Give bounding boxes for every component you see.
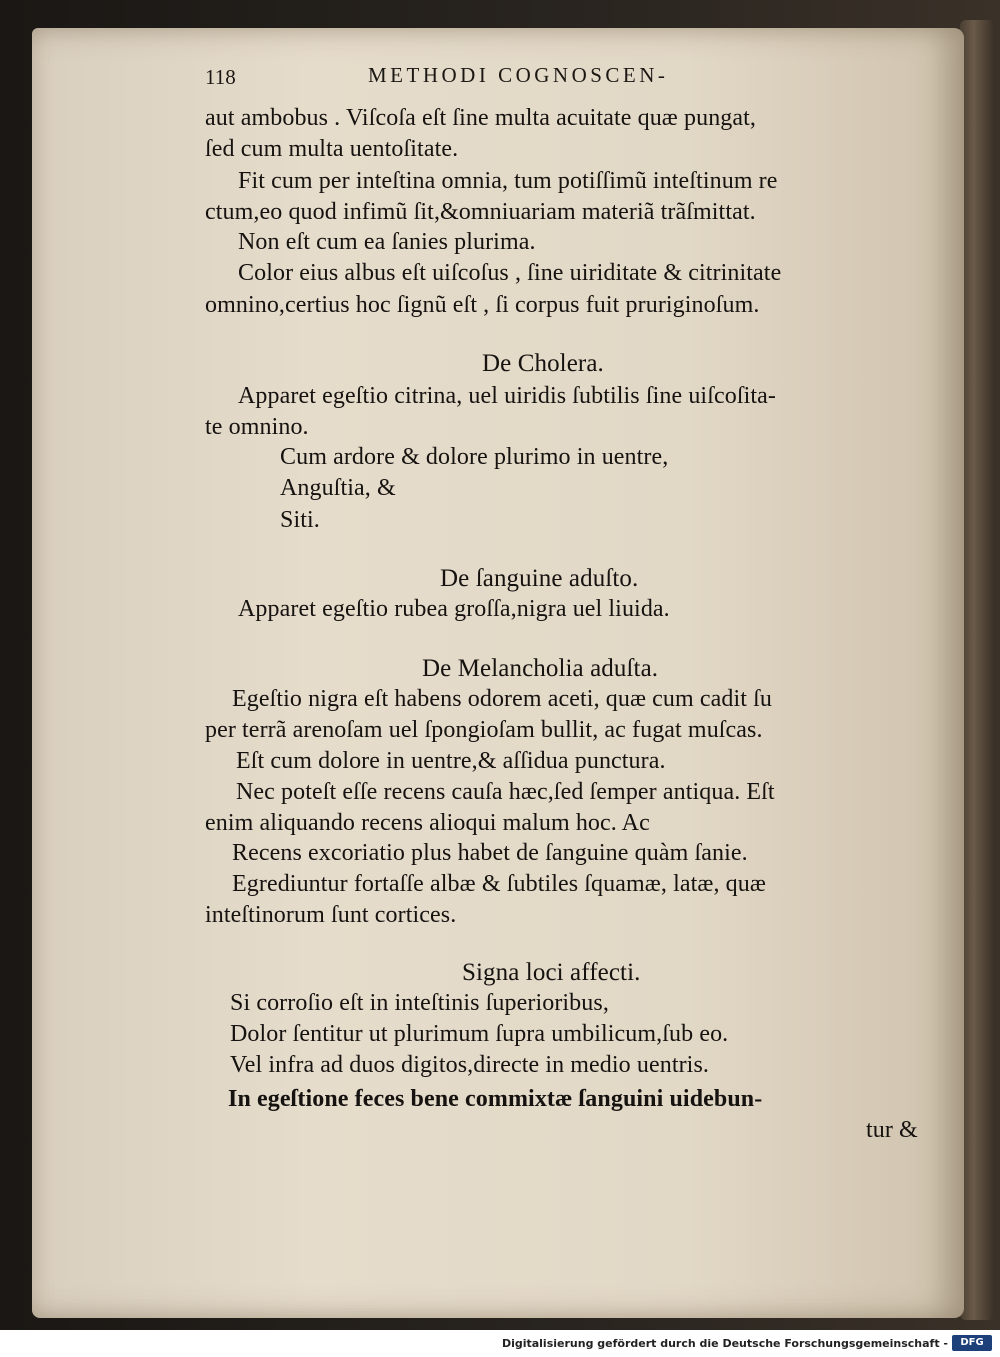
- text-line: tur &: [866, 1117, 918, 1143]
- text-line: Egrediuntur fortaſſe albæ & ſubtiles ſquamæ, latæ, quæ: [232, 871, 766, 897]
- text-line: Nec poteſt eſſe recens cauſa hæc,ſed ſemper antiqua. Eſt: [236, 779, 775, 805]
- dfg-logo-icon: DFG: [952, 1335, 992, 1351]
- book-spine: [960, 20, 994, 1320]
- section-heading: De Melancholia aduſta.: [422, 655, 659, 682]
- section-heading: De Cholera.: [482, 350, 604, 377]
- text-line: Dolor ſentitur ut plurimum ſupra umbilicum,ſub eo.: [230, 1021, 729, 1047]
- text-line: Color eius albus eſt uiſcoſus , ſine uiriditate & citrinitate: [238, 260, 782, 286]
- text-line: Cum ardore & dolore plurimo in uentre,: [280, 444, 669, 470]
- text-line: Vel infra ad duos digitos,directe in medio uentris.: [230, 1052, 709, 1078]
- text-line: Fit cum per inteſtina omnia, tum potiſſimũ inteſtinum re: [238, 168, 778, 194]
- running-title: METHODI COGNOSCEN-: [368, 63, 669, 87]
- text-line: Si corroſio eſt in inteſtinis ſuperioribus,: [230, 990, 609, 1016]
- text-line: Apparet egeſtio rubea groſſa,nigra uel liuida.: [238, 596, 670, 622]
- text-line: per terrã arenoſam uel ſpongioſam bullit, ac fugat muſcas.: [205, 717, 763, 743]
- text-line: Siti.: [280, 507, 320, 533]
- text-line: Eſt cum dolore in uentre,& aſſidua punctura.: [236, 748, 666, 774]
- funding-credit: Digitalisierung gefördert durch die Deutsche Forschungsgemeinschaft -: [501, 1337, 948, 1350]
- text-line: Apparet egeſtio citrina, uel uiridis ſubtilis ſine uiſcoſita-: [238, 383, 776, 409]
- page-number: 118: [205, 65, 236, 89]
- text-line: Anguſtia, &: [280, 475, 396, 501]
- text-line: ſed cum multa uentoſitate.: [205, 136, 459, 162]
- text-line: aut ambobus . Viſcoſa eſt ſine multa acuitate quæ pungat,: [205, 105, 757, 131]
- text-line: te omnino.: [205, 414, 309, 440]
- text-line: omnino,certius hoc ſignũ eſt , ſi corpus fuit pruriginoſum.: [205, 292, 760, 318]
- text-line: Egeſtio nigra eſt habens odorem aceti, quæ cum cadit ſu: [232, 686, 773, 712]
- text-line: inteſtinorum ſunt cortices.: [205, 902, 457, 928]
- footer-bar: [0, 1330, 1000, 1357]
- section-heading: De ſanguine aduſto.: [440, 565, 639, 592]
- text-line: Non eſt cum ea ſanies plurima.: [238, 229, 536, 255]
- text-line: enim aliquando recens alioqui malum hoc. Ac: [205, 810, 650, 836]
- text-line: ctum,eo quod infimũ ſit,&omniuariam materiã trãſmittat.: [205, 199, 756, 225]
- text-line: In egeſtione feces bene commixtæ ſanguini uidebun-: [228, 1086, 763, 1112]
- section-heading: Signa loci affecti.: [462, 959, 641, 986]
- text-line: Recens excoriatio plus habet de ſanguine quàm ſanie.: [232, 840, 748, 866]
